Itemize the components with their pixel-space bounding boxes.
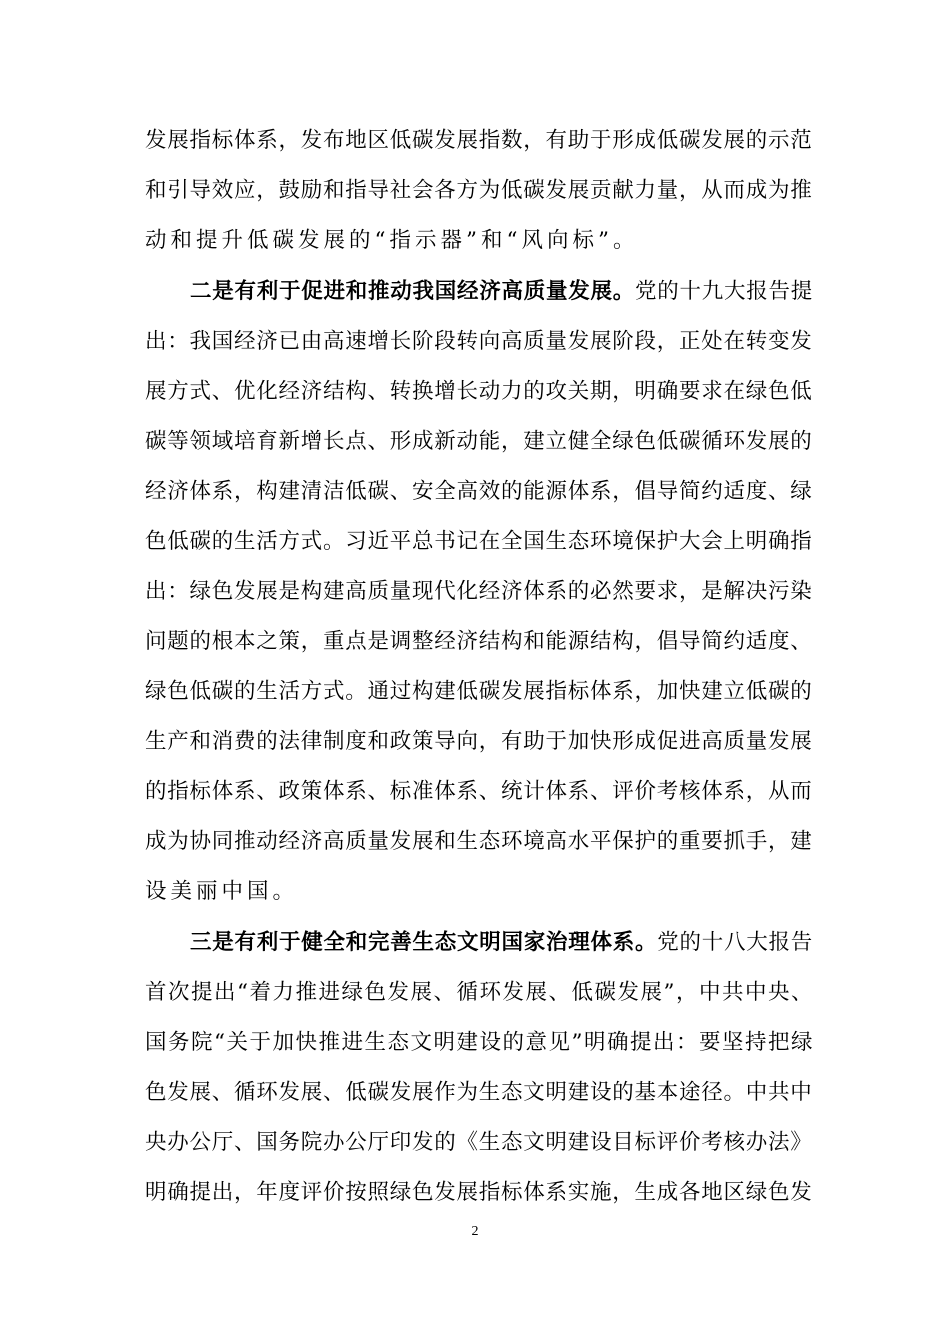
text-line: 经济体系，构建清洁低碳、安全高效的能源体系，倡导简约适度、绿 xyxy=(145,479,813,504)
text-line: 发展指标体系，发布地区低碳发展指数，有助于形成低碳发展的示范 xyxy=(145,128,813,153)
text-line: 出：绿色发展是构建高质量现代化经济体系的必然要求，是解决污染 xyxy=(145,579,813,604)
text-line: 生产和消费的法律制度和政策导向，有助于加快形成促进高质量发展 xyxy=(145,729,813,754)
paragraph-heading-line: 三是有利于健全和完善生态文明国家治理体系。党的十八大报告 xyxy=(190,930,814,955)
text-line: 国务院“关于加快推进生态文明建设的意见”明确提出：要坚持把绿 xyxy=(145,1030,814,1055)
text-line: 问题的根本之策，重点是调整经济结构和能源结构，倡导简约适度、 xyxy=(145,629,813,654)
text-line: 央办公厅、国务院办公厅印发的《生态文明建设目标评价考核办法》 xyxy=(145,1130,813,1155)
text-line: 出：我国经济已由高速增长阶段转向高质量发展阶段，正处在转变发 xyxy=(145,329,813,354)
page-number: 2 xyxy=(471,1224,479,1239)
text-line: 和引导效应，鼓励和指导社会各方为低碳发展贡献力量，从而成为推 xyxy=(145,178,813,203)
text-line: 的指标体系、政策体系、标准体系、统计体系、评价考核体系，从而 xyxy=(145,779,813,804)
text-line: 首次提出“着力推进绿色发展、循环发展、低碳发展”，中共中央、 xyxy=(145,980,814,1005)
text-line: 色低碳的生活方式。习近平总书记在全国生态环境保护大会上明确指 xyxy=(145,529,813,554)
paragraph-lead-bold: 二是有利于促进和推动我国经济高质量发展。 xyxy=(190,279,636,304)
text-line: 设美丽中国。 xyxy=(145,879,299,904)
text-line: 绿色低碳的生活方式。通过构建低碳发展指标体系，加快建立低碳的 xyxy=(145,679,813,704)
text-line: 展方式、优化经济结构、转换增长动力的攻关期，明确要求在绿色低 xyxy=(145,379,813,404)
paragraph-heading-line: 二是有利于促进和推动我国经济高质量发展。党的十九大报告提 xyxy=(190,279,814,304)
text-line: 色发展、循环发展、低碳发展作为生态文明建设的基本途径。中共中 xyxy=(145,1080,813,1105)
text-line: 碳等领域培育新增长点、形成新动能，建立健全绿色低碳循环发展的 xyxy=(145,429,813,454)
paragraph-lead-bold: 三是有利于健全和完善生态文明国家治理体系。 xyxy=(190,930,658,955)
text-line: 动和提升低碳发展的“指示器”和“风向标”。 xyxy=(145,228,639,253)
text-line: 成为协同推动经济高质量发展和生态环境高水平保护的重要抓手，建 xyxy=(145,829,813,854)
text-line: 明确提出，年度评价按照绿色发展指标体系实施，生成各地区绿色发 xyxy=(145,1180,813,1205)
